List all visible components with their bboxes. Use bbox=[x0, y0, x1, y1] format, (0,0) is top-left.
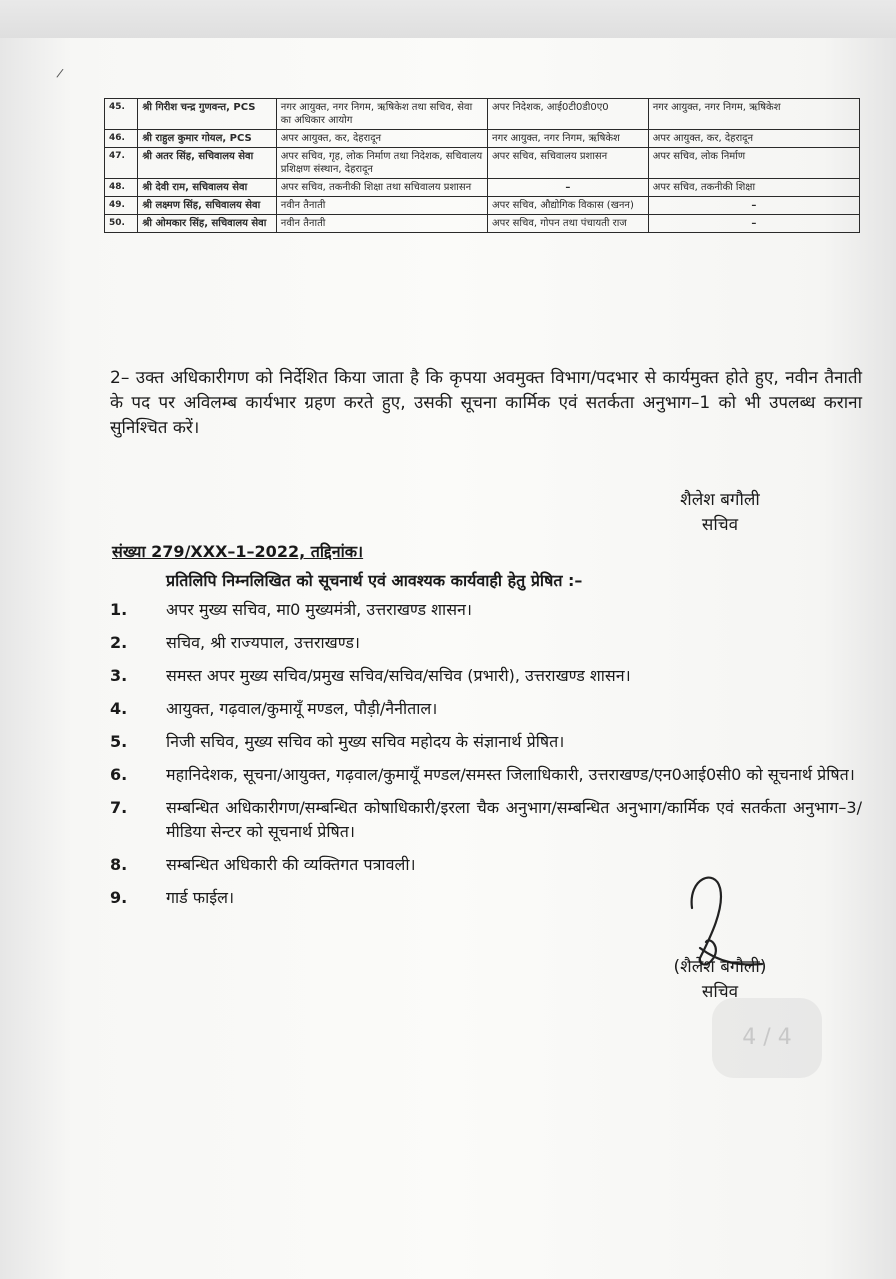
current-post-cell: नवीन तैनाती bbox=[276, 215, 487, 233]
current-post-cell: नगर आयुक्त, नगर निगम, ऋषिकेश तथा सचिव, सेवा का अधिकार आयोग bbox=[276, 99, 487, 130]
new-post-cell: – bbox=[488, 179, 649, 197]
current-post-cell: नवीन तैनाती bbox=[276, 197, 487, 215]
retained-post-cell: अपर सचिव, तकनीकी शिक्षा bbox=[648, 179, 859, 197]
new-post-cell: अपर सचिव, गोपन तथा पंचायती राज bbox=[488, 215, 649, 233]
list-item-number: 1. bbox=[110, 600, 128, 619]
list-item-text: निजी सचिव, मुख्य सचिव को मुख्य सचिव महोदय के संज्ञानार्थ प्रेषित। bbox=[166, 732, 565, 751]
retained-post-cell: – bbox=[648, 197, 859, 215]
list-item-text: सम्बन्धित अधिकारीगण/सम्बन्धित कोषाधिकारी/इरला चैक अनुभाग/सम्बन्धित अनुभाग/कार्मिक एवं सतर्कता अनुभाग–3/मीडिया सेन्टर को सूचनार्थ प्रेषित। bbox=[166, 798, 862, 841]
retained-post-cell: नगर आयुक्त, नगर निगम, ऋषिकेश bbox=[648, 99, 859, 130]
signatory-name: (शैलेश बगौली) bbox=[673, 957, 767, 977]
signatory-designation: सचिव bbox=[701, 515, 739, 535]
table-row bbox=[105, 148, 860, 179]
current-post-cell: अपर आयुक्त, कर, देहरादून bbox=[276, 130, 487, 148]
new-post-cell: अपर निदेशक, आई0टी0डी0ए0 bbox=[488, 99, 649, 130]
reference-number: संख्या 279/XXX–1–2022, तद्दिनांक। bbox=[112, 542, 364, 561]
list-item-number: 3. bbox=[110, 666, 128, 685]
officer-name-cell: श्री देवी राम, सचिवालय सेवा bbox=[138, 179, 276, 197]
list-item-text: महानिदेशक, सूचना/आयुक्त, गढ़वाल/कुमायूँ मण्डल/समस्त जिलाधिकारी, उत्तराखण्ड/एन0आई0सी0 को सूचनार्थ प्रेषित। bbox=[166, 765, 855, 784]
screen-top-band bbox=[0, 0, 896, 40]
list-item bbox=[110, 763, 862, 787]
signatory-designation: सचिव bbox=[701, 982, 739, 1002]
retained-post-cell: – bbox=[648, 215, 859, 233]
officers-transfer-table bbox=[104, 98, 860, 233]
serial-number-cell: 48. bbox=[105, 179, 138, 197]
list-item-number: 9. bbox=[110, 888, 128, 907]
new-post-cell: अपर सचिव, औद्योगिक विकास (खनन) bbox=[488, 197, 649, 215]
table-row bbox=[105, 197, 860, 215]
table-row bbox=[105, 99, 860, 130]
list-item bbox=[110, 730, 862, 754]
list-item-number: 4. bbox=[110, 699, 128, 718]
retained-post-cell: अपर आयुक्त, कर, देहरादून bbox=[648, 130, 859, 148]
list-item bbox=[110, 598, 862, 622]
serial-number-cell: 50. bbox=[105, 215, 138, 233]
list-item bbox=[110, 796, 862, 844]
new-post-cell: अपर सचिव, सचिवालय प्रशासन bbox=[488, 148, 649, 179]
officer-name-cell: श्री ओमकार सिंह, सचिवालय सेवा bbox=[138, 215, 276, 233]
signatory-name: शैलेश बगौली bbox=[680, 490, 760, 510]
list-item bbox=[110, 631, 862, 655]
table-row bbox=[105, 215, 860, 233]
scan-mark: / bbox=[55, 65, 65, 81]
copy-intro: प्रतिलिपि निम्नलिखित को सूचनार्थ एवं आवश्यक कार्यवाही हेतु प्रेषित :– bbox=[166, 571, 583, 590]
officer-name-cell: श्री लक्ष्मण सिंह, सचिवालय सेवा bbox=[138, 197, 276, 215]
serial-number-cell: 46. bbox=[105, 130, 138, 148]
officer-name-cell: श्री अतर सिंह, सचिवालय सेवा bbox=[138, 148, 276, 179]
list-item-number: 5. bbox=[110, 732, 128, 751]
list-item-number: 7. bbox=[110, 798, 128, 817]
officer-name-cell: श्री गिरीश चन्द्र गुणवन्त, PCS bbox=[138, 99, 276, 130]
instruction-paragraph: 2– उक्त अधिकारीगण को निर्देशित किया जाता है कि कृपया अवमुक्त विभाग/पदभार से कार्यमुक्त होते हुए, नवीन तैनाती के पद पर अविलम्ब कार्यभार ग्रहण करते हुए, उसकी सूचना कार्मिक एवं सतर्कता अनुभाग–1 को भी उपलब्ध कराना सुनिश्चित करें। bbox=[110, 368, 862, 438]
retained-post-cell: अपर सचिव, लोक निर्माण bbox=[648, 148, 859, 179]
table-row bbox=[105, 179, 860, 197]
current-post-cell: अपर सचिव, तकनीकी शिक्षा तथा सचिवालय प्रशासन bbox=[276, 179, 487, 197]
list-item-number: 2. bbox=[110, 633, 128, 652]
list-item bbox=[110, 664, 862, 688]
list-item bbox=[110, 697, 862, 721]
page-indicator: 4 / 4 bbox=[712, 998, 822, 1078]
current-post-cell: अपर सचिव, गृह, लोक निर्माण तथा निदेशक, सचिवालय प्रशिक्षण संस्थान, देहरादून bbox=[276, 148, 487, 179]
table-row bbox=[105, 130, 860, 148]
serial-number-cell: 47. bbox=[105, 148, 138, 179]
list-item-text: समस्त अपर मुख्य सचिव/प्रमुख सचिव/सचिव/सचिव (प्रभारी), उत्तराखण्ड शासन। bbox=[166, 666, 631, 685]
officer-name-cell: श्री राहुल कुमार गोयल, PCS bbox=[138, 130, 276, 148]
list-item-text: अपर मुख्य सचिव, मा0 मुख्यमंत्री, उत्तराखण्ड शासन। bbox=[166, 600, 472, 619]
list-item-text: आयुक्त, गढ़वाल/कुमायूँ मण्डल, पौड़ी/नैनीताल। bbox=[166, 699, 438, 718]
signature-block-1 bbox=[640, 488, 800, 538]
serial-number-cell: 49. bbox=[105, 197, 138, 215]
document-page bbox=[0, 38, 896, 1279]
list-item-text: सचिव, श्री राज्यपाल, उत्तराखण्ड। bbox=[166, 633, 360, 652]
serial-number-cell: 45. bbox=[105, 99, 138, 130]
list-item-number: 8. bbox=[110, 855, 128, 874]
list-item-number: 6. bbox=[110, 765, 128, 784]
list-item-text: सम्बन्धित अधिकारी की व्यक्तिगत पत्रावली। bbox=[166, 855, 416, 874]
new-post-cell: नगर आयुक्त, नगर निगम, ऋषिकेश bbox=[488, 130, 649, 148]
list-item-text: गार्ड फाईल। bbox=[166, 888, 235, 907]
